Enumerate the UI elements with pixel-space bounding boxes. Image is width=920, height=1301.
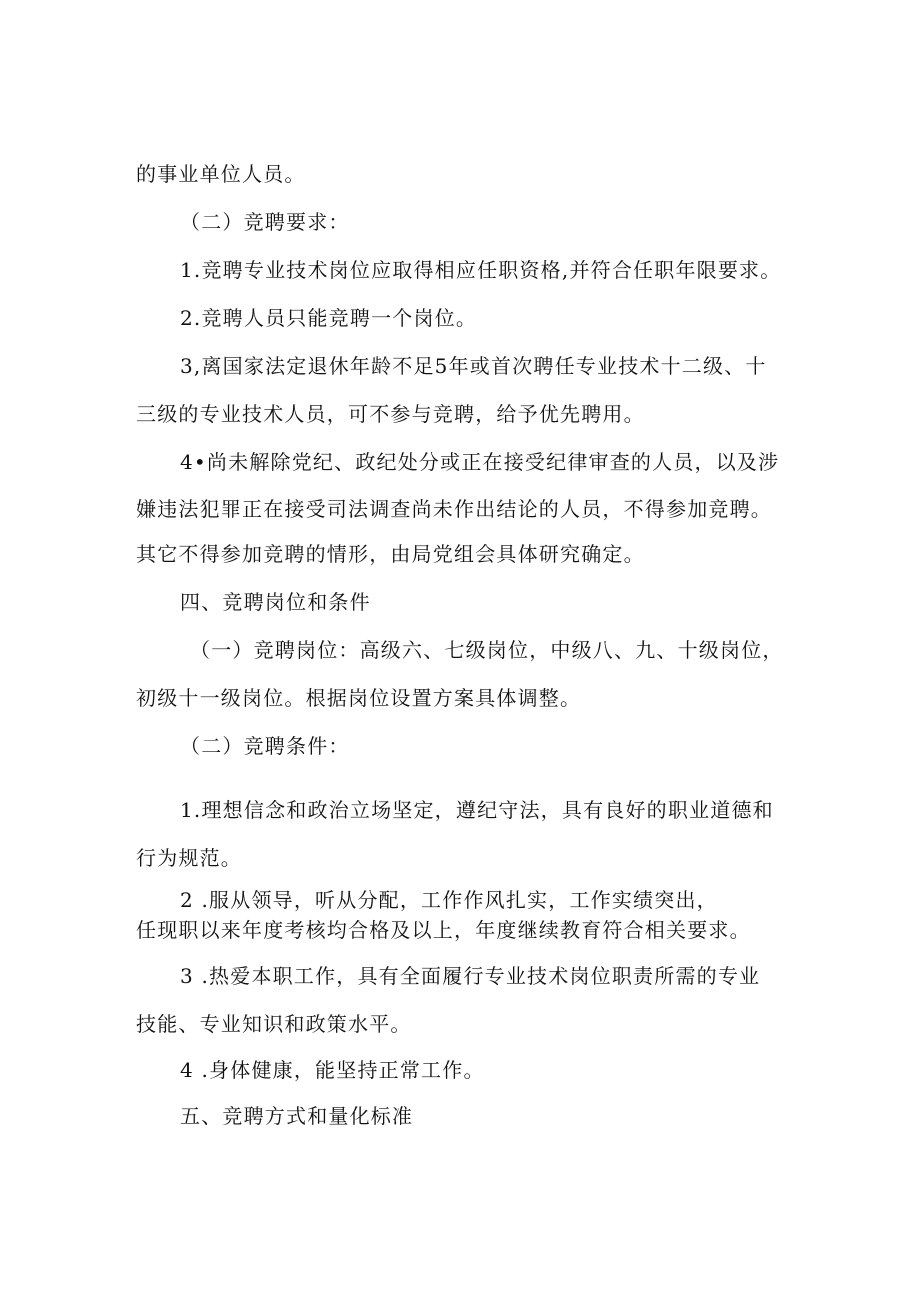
section-heading: 四、竞聘岗位和条件 [180,590,371,614]
text-line: （一）竞聘岗位：高级六、七级岗位，中级八、九、十级岗位， [190,638,784,662]
text-line: 的事业单位人员。 [136,162,306,186]
text-line: 嫌违法犯罪正在接受司法调查尚未作出结论的人员，不得参加竞聘。 [136,497,772,521]
text-line: 3 .热爱本职工作，具有全面履行专业技术岗位职责所需的专业 [180,964,761,988]
text-line: 任现职以来年度考核均合格及以上，年度继续教育符合相关要求。 [136,918,751,942]
text-line: 1.竞聘专业技术岗位应取得相应任职资格,并符合任职年限要求。 [180,258,782,282]
text-line: 3,离国家法定退休年龄不足5年或首次聘任专业技术十二级、十 [180,354,767,378]
text-line: 4 .身体健康，能坚持正常工作。 [180,1058,485,1082]
text-line: 2.竞聘人员只能竞聘一个岗位。 [180,306,478,330]
section-heading: （二）竞聘条件： [180,734,350,758]
text-line: 4•尚未解除党纪、政纪处分或正在接受纪律审查的人员，以及涉 [180,450,780,474]
section-heading: （二）竞聘要求： [180,210,350,234]
text-line: 行为规范。 [136,846,242,870]
text-line: 三级的专业技术人员，可不参与竞聘，给予优先聘用。 [136,402,645,426]
section-heading: 五、竞聘方式和量化标准 [180,1104,414,1128]
text-line: 2 .服从领导，听从分配，工作作风扎实，工作实绩突出， [180,888,718,912]
text-line: 其它不得参加竞聘的情形，由局党组会具体研究确定。 [136,542,645,566]
text-line: 初级十一级岗位。根据岗位设置方案具体调整。 [136,686,582,710]
text-line: 技能、专业知识和政策水平。 [136,1012,412,1036]
text-line: 1.理想信念和政治立场坚定，遵纪守法，具有良好的职业道德和 [180,798,774,822]
